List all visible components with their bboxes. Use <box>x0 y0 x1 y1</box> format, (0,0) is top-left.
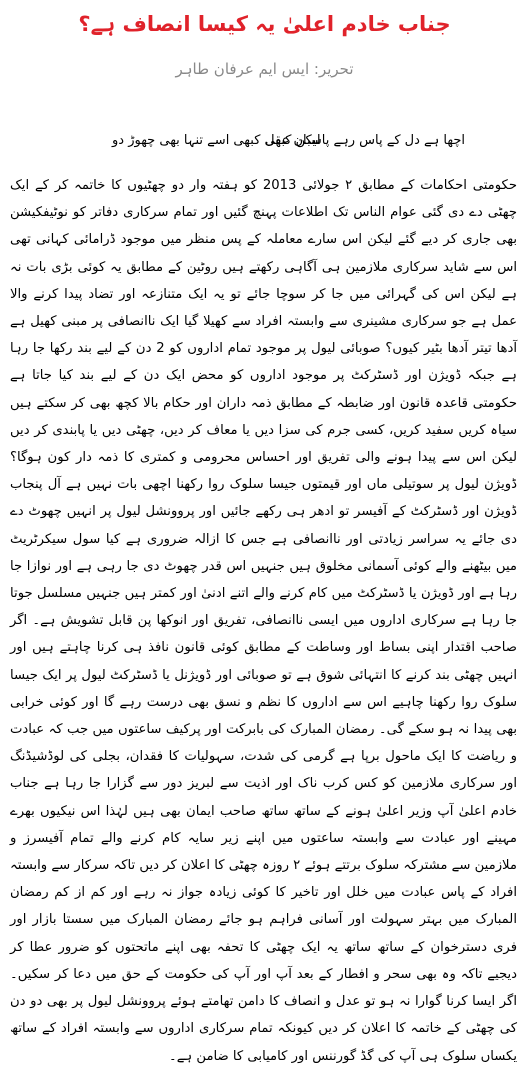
article-title: جناب خادم اعلیٰ یہ کیسا انصاف ہے؟ <box>78 12 451 36</box>
verse-first-line: اچھا ہے دل کے پاس رہے پاسبان عقل <box>265 133 465 148</box>
article-body <box>10 172 517 1070</box>
article-byline: تحریر: ایس ایم عرفان طاہر <box>175 60 354 78</box>
body-paragraph: حکومتی احکامات کے مطابق ۲ جولائی 2013 کو ہفتہ وار دو چھٹیوں کا خاتمہ کر کے ایک چھٹی دے دی گئی عوام الناس تک اطلاعات پہنچ گئیں اور تمام سرکاری دفاتر کو نوٹیفکیشن بھی جاری کر دیے گئے لیکن اس سارے معاملہ کے پس منظر میں موجود ڈرامائی کہانی تھی اس سے شاید سرکاری ملازمین ہی آگاہی رکھتے ہیں روٹین کے مطابق یہ کوئی بڑی بات نہ ہے لیکن اس کی گہرائی میں جا کر سوچا جائے تو یہ ایک متنازعہ اور تضاد پیدا کرنے والا عمل ہے جو سرکاری مشینری سے وابستہ افراد سے کھیلا گیا ایک ناانصافی پر مبنی کھیل ہے آدھا تیتر آدھا بٹیر کیوں؟ صوبائی لیول پر موجود تمام اداروں کو 2 دن کے لیے بند رکھا جا رہا ہے جبکہ ڈویژن اور ڈسٹرکٹ پر موجود اداروں کو محض ایک دن کے لیے بند کیا جاتا ہے حکومتی قاعدہ قانون اور ضابطہ کے مطابق ذمہ داران اور حکام بالا کچھ بھی کر سکتے ہیں سیاہ کریں سفید کریں، کسی جرم کی سزا دیں یا معاف کر دیں، چھٹی دیں یا پابندی کر دیں لیکن اس سے پیدا ہونے والی تفریق اور احساس محرومی و کمتری کا ذمہ دار کون ہوگا؟ ڈویژن لیول پر سوتیلی ماں اور قیمتوں جیسا سلوک روا رکھنا اچھی بات نہیں ہے آل پنجاب ڈویژن اور ڈسٹرکٹ کے آفیسر تو ادھر ہی رکھے جائیں اور پروونشل لیول پر انہیں چھوٹ دے دی جائے یہ سراسر زیادتی اور ناانصافی ہے جس کا ازالہ ضروری ہے کیا سول سیکرٹریٹ میں بیٹھنے والے کوئی آسمانی مخلوق ہیں جنہیں اس قدر چھوٹ دی جا رہی ہے اور نوازا جا رہا ہے اور ڈویژن یا ڈسٹرکٹ میں کام کرنے والے اتنے ادنیٰ اور کمتر ہیں جنہیں مسلسل جوتا جا رہا ہے سرکاری اداروں میں ایسی ناانصافی، تفریق اور انوکھا پن قابل تشویش ہے۔ اگر صاحب اقتدار اپنی بساط اور وساطت کے مطابق کوئی قانون نافذ ہی کرنا چاہتے ہیں اور انہیں چھٹی بند کرنے کا انتہائی شوق ہے تو صوبائی اور ڈویژنل یا ڈسٹرکٹ لیول پر ایک جیسا سلوک روا رکھنا چاہیے اس سے اداروں کا نظم و نسق بھی درست رہے گا اور کوئی خرابی بھی پیدا نہ ہو سکے گی۔ رمضان المبارک کی بابرکت اور پرکیف ساعتوں میں جب کہ عبادت و ریاضت کا ایک ماحول برپا ہے گرمی کی شدت، سہولیات کا فقدان، بجلی کی لوڈشیڈنگ اور سرکاری ملازمین کو کس کرب ناک اور اذیت سے لبریز دور سے گزارا جا رہا ہے جناب خادم اعلیٰ آپ وزیر اعلیٰ ہونے کے ساتھ ساتھ صاحب ایمان بھی ہیں لہٰذا اس نیکیوں بھرے مہینے اور عبادت سے وابستہ ساعتوں میں اپنے زیر سایہ کام کرنے والے تمام آفیسرز و ملازمین سے مشترکہ سلوک برتتے ہوئے ۲ روزہ چھٹی کا اعلان کر دیں تاکہ سرکار سے وابستہ افراد کے پاس عبادت میں خلل اور تاخیر کا کوئی زیادہ جواز نہ رہے اور کم از کم رمضان المبارک میں بہتر سہولت اور آسانی فراہم ہو جائے رمضان المبارک میں سستا بازار اور فری دسترخوان کے ساتھ ساتھ یہ ایک چھٹی کا تحفہ بھی اپنے ماتحتوں کو ضرور عطا کر دیجیے تاکہ وہ بھی سحر و افطار کے بعد آپ اور آپ کی حکومت کے حق میں دعا کر سکیں۔ اگر ایسا کرنا گوارا نہ ہو تو عدل و انصاف کا دامن تھامتے ہوئے پروونشل لیول پر بھی دو دن کی چھٹی کے خاتمہ کا اعلان کر دیں کیونکہ تمام سرکاری اداروں سے وابستہ افراد کے ساتھ یکساں سلوک ہی آپ کی گڈ گورننس اور کامیابی کا ضامن ہے۔ <box>10 178 517 1064</box>
poetry-couplet <box>14 133 515 157</box>
verse-second-line: لیکن کبھی کبھی اسے تنہا بھی چھوڑ دو <box>112 133 321 148</box>
